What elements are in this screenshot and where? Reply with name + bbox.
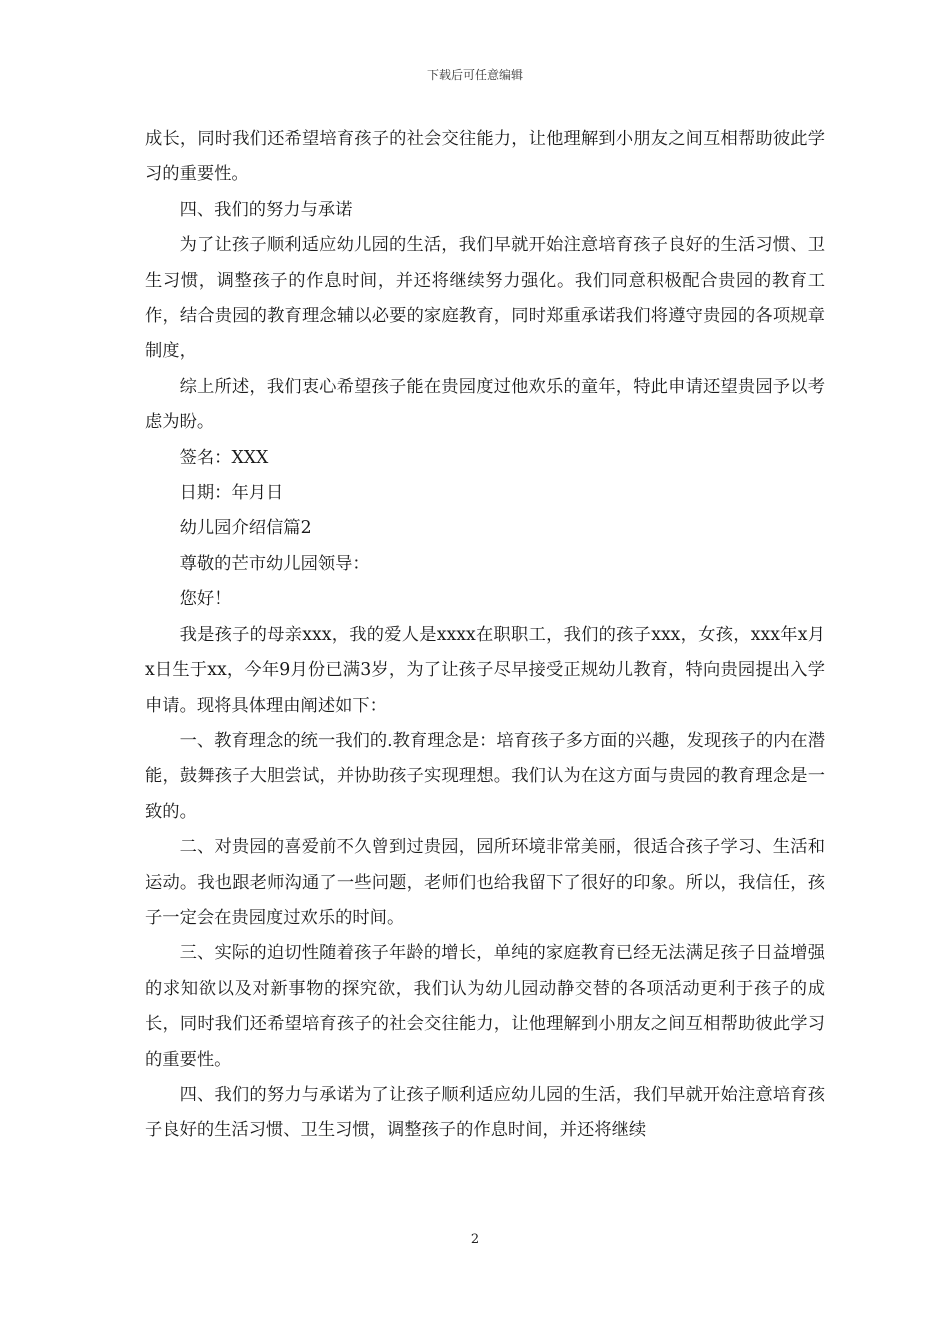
document-body <box>145 122 825 1149</box>
page-number: 2 <box>470 1232 480 1247</box>
article-title: 幼儿园介绍信篇2 <box>179 518 312 539</box>
paragraph-introduction: 我是孩子的母亲xxx，我的爱人是xxxx在职职工，我们的孩子xxx，女孩，xxx年x月x日生于xx，今年9月份已满3岁，为了让孩子尽早接受正规幼儿教育，特向贵园提出入学申请。现将具体理由阐述如下： <box>145 624 825 716</box>
paragraph-reason-1: 一、教育理念的统一我们的.教育理念是：培育孩子多方面的兴趣，发现孩子的内在潜能，鼓舞孩子大胆尝试，并协助孩子实现理想。我们认为在这方面与贵园的教育理念是一致的。 <box>145 730 825 822</box>
paragraph-reason-4: 四、我们的努力与承诺为了让孩子顺利适应幼儿园的生活，我们早就开始注意培育孩子良好的生活习惯、卫生习惯，调整孩子的作息时间，并还将继续 <box>145 1084 825 1141</box>
section-heading-commitment: 四、我们的努力与承诺 <box>179 199 353 220</box>
signature-line: 签名：XXX <box>179 447 269 468</box>
salutation: 尊敬的芒市幼儿园领导： <box>179 553 370 574</box>
date-line: 日期：年月日 <box>179 483 284 504</box>
paragraph-reason-2: 二、对贵园的喜爱前不久曾到过贵园，园所环境非常美丽，很适合孩子学习、生活和运动。我也跟老师沟通了一些问题，老师们也给我留下了很好的印象。所以，我信任，孩子一定会在贵园度过欢乐的时间。 <box>145 837 825 928</box>
paragraph-summary: 综上所述，我们衷心希望孩子能在贵园度过他欢乐的童年，特此申请还望贵园予以考虑为盼。 <box>145 376 825 433</box>
greeting: 您好！ <box>179 589 232 610</box>
page-header: 下载后可任意编辑 <box>426 68 523 82</box>
paragraph-reason-3: 三、实际的迫切性随着孩子年龄的增长，单纯的家庭教育已经无法满足孩子日益增强的求知欲以及对新事物的探究欲，我们认为幼儿园动静交替的各项活动更利于孩子的成长，同时我们还希望培育孩子的社会交往能力，让他理解到小朋友之间互相帮助彼此学习的重要性。 <box>145 943 825 1070</box>
paragraph-continuation: 成长，同时我们还希望培育孩子的社会交往能力，让他理解到小朋友之间互相帮助彼此学习的重要性。 <box>145 129 825 185</box>
paragraph-commitment: 为了让孩子顺利适应幼儿园的生活，我们早就开始注意培育孩子良好的生活习惯、卫生习惯，调整孩子的作息时间，并还将继续努力强化。我们同意积极配合贵园的教育工作，结合贵园的教育理念辅以必要的家庭教育，同时郑重承诺我们将遵守贵园的各项规章制度， <box>145 235 825 362</box>
